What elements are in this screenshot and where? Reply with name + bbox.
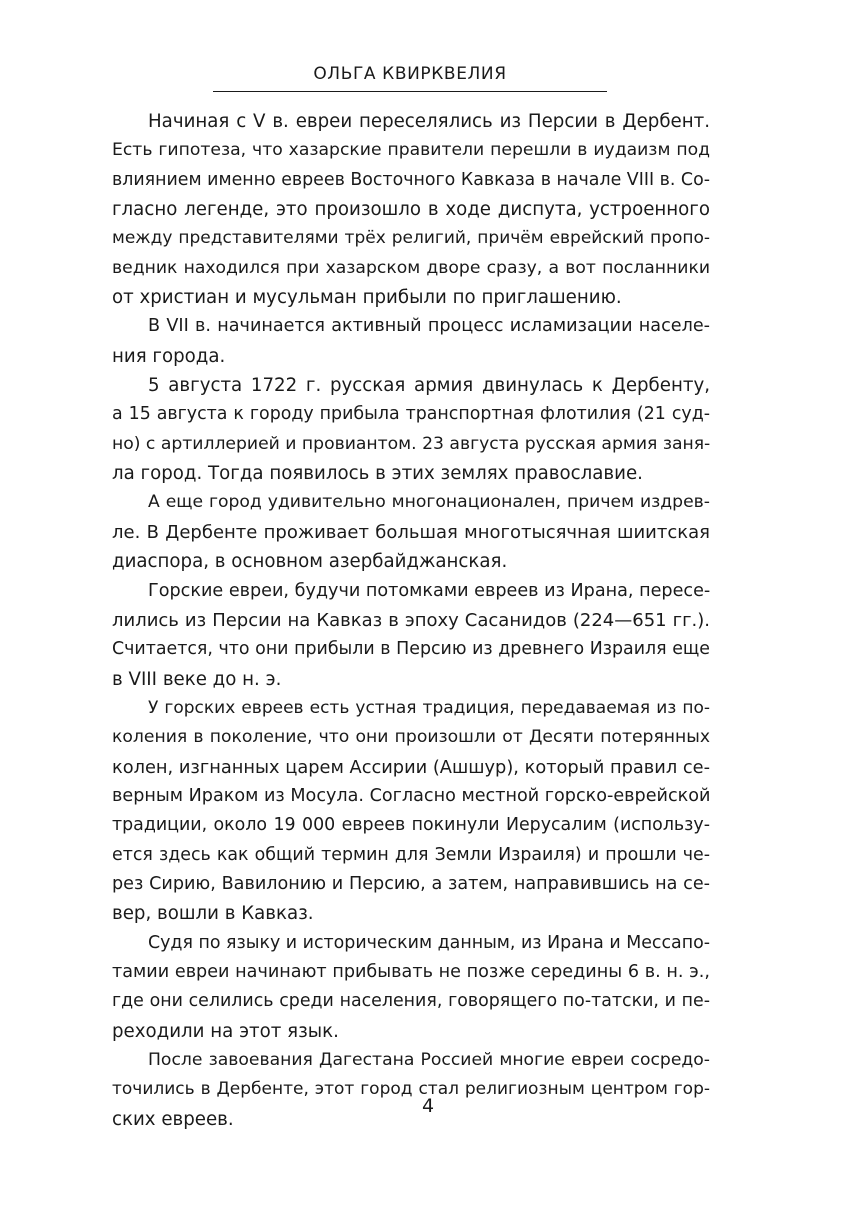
page-number: 4 bbox=[421, 1095, 435, 1117]
text-line: реходили на этот язык. bbox=[112, 1020, 339, 1042]
paragraph bbox=[112, 371, 710, 488]
text-line: ла город. Тогда появилось в этих землях православие. bbox=[112, 463, 643, 485]
text-line: влиянием именно евреев Восточного Кавказа в начале VIII в. Со- bbox=[112, 169, 710, 190]
text-line: лились из Персии на Кавказ в эпоху Сасанидов (224—651 гг.). bbox=[112, 609, 710, 631]
text-line: Есть гипотеза, что хазарские правители перешли в иудаизм под bbox=[112, 140, 710, 161]
text-line: ских евреев. bbox=[112, 1108, 234, 1130]
text-line: рез Сирию, Вавилонию и Персию, а затем, направившись на се- bbox=[112, 873, 710, 894]
body-text bbox=[112, 107, 710, 1134]
text-line: У горских евреев есть устная традиция, передаваемая из по- bbox=[148, 697, 710, 718]
paragraph bbox=[112, 488, 710, 576]
text-line: а 15 августа к городу прибыла транспортная флотилия (21 суд- bbox=[112, 404, 710, 425]
paragraph bbox=[112, 929, 710, 1046]
text-line: После завоевания Дагестана Россией многие евреи сосредо- bbox=[148, 1050, 710, 1070]
text-line: где они селились среди населения, говорящего по-татски, и пе- bbox=[112, 991, 710, 1012]
text-line: тамии евреи начинают прибывать не позже середины 6 в. н. э., bbox=[112, 961, 710, 982]
paragraph bbox=[112, 1046, 710, 1134]
text-line: диаспора, в основном азербайджанская. bbox=[112, 551, 508, 573]
text-line: но) с артиллерией и провиантом. 23 августа русская армия заня- bbox=[112, 433, 710, 454]
text-line: Судя по языку и историческим данным, из Ирана и Мессапо- bbox=[148, 932, 710, 953]
text-line: колен, изгнанных царем Ассирии (Ашшур), который правил се- bbox=[112, 756, 710, 778]
text-line: 5 августа 1722 г. русская армия двинулась к Дербенту, bbox=[148, 375, 710, 397]
text-line: В VII в. начинается активный процесс исламизации населе- bbox=[148, 316, 710, 337]
text-line: коления в поколение, что они произошли от Десяти потерянных bbox=[112, 727, 710, 748]
header-rule bbox=[213, 91, 607, 92]
text-line: Считается, что они прибыли в Персию из древнего Израиля еще bbox=[112, 639, 710, 660]
text-line: между представителями трёх религий, причём еврейский пропо- bbox=[112, 228, 710, 249]
text-line: традиции, около 19 000 евреев покинули Иерусалим (использу- bbox=[112, 815, 710, 836]
text-line: Начиная с V в. евреи переселялись из Персии в Дербент. bbox=[148, 111, 710, 132]
text-line: от христиан и мусульман прибыли по приглашению. bbox=[112, 287, 622, 309]
text-line: ле. В Дербенте проживает большая многотысячная шиитская bbox=[112, 521, 710, 543]
text-line: Горские евреи, будучи потомками евреев из Ирана, пересе- bbox=[148, 580, 710, 601]
text-line: ется здесь как общий термин для Земли Израиля) и прошли че- bbox=[112, 844, 710, 865]
text-line: вер, вошли в Кавказ. bbox=[112, 903, 314, 925]
paragraph bbox=[112, 577, 710, 694]
text-line: А еще город удивительно многонационален, причем издрев- bbox=[148, 492, 710, 513]
paragraph bbox=[112, 694, 710, 929]
paragraph bbox=[112, 107, 710, 312]
text-line: точились в Дербенте, этот город стал религиозным центром гор- bbox=[112, 1079, 710, 1100]
running-head: ОЛЬГА КВИРКВЕЛИЯ bbox=[313, 64, 507, 84]
text-line: ведник находился при хазарском дворе сразу, а вот посланники bbox=[112, 257, 710, 278]
text-line: в VIII веке до н. э. bbox=[112, 668, 282, 690]
text-line: гласно легенде, это произошло в ходе диспута, устроенного bbox=[112, 199, 710, 221]
text-line: ния города. bbox=[112, 345, 226, 367]
text-line: верным Ираком из Мосула. Согласно местной горско-еврейской bbox=[112, 785, 710, 806]
paragraph bbox=[112, 312, 710, 371]
